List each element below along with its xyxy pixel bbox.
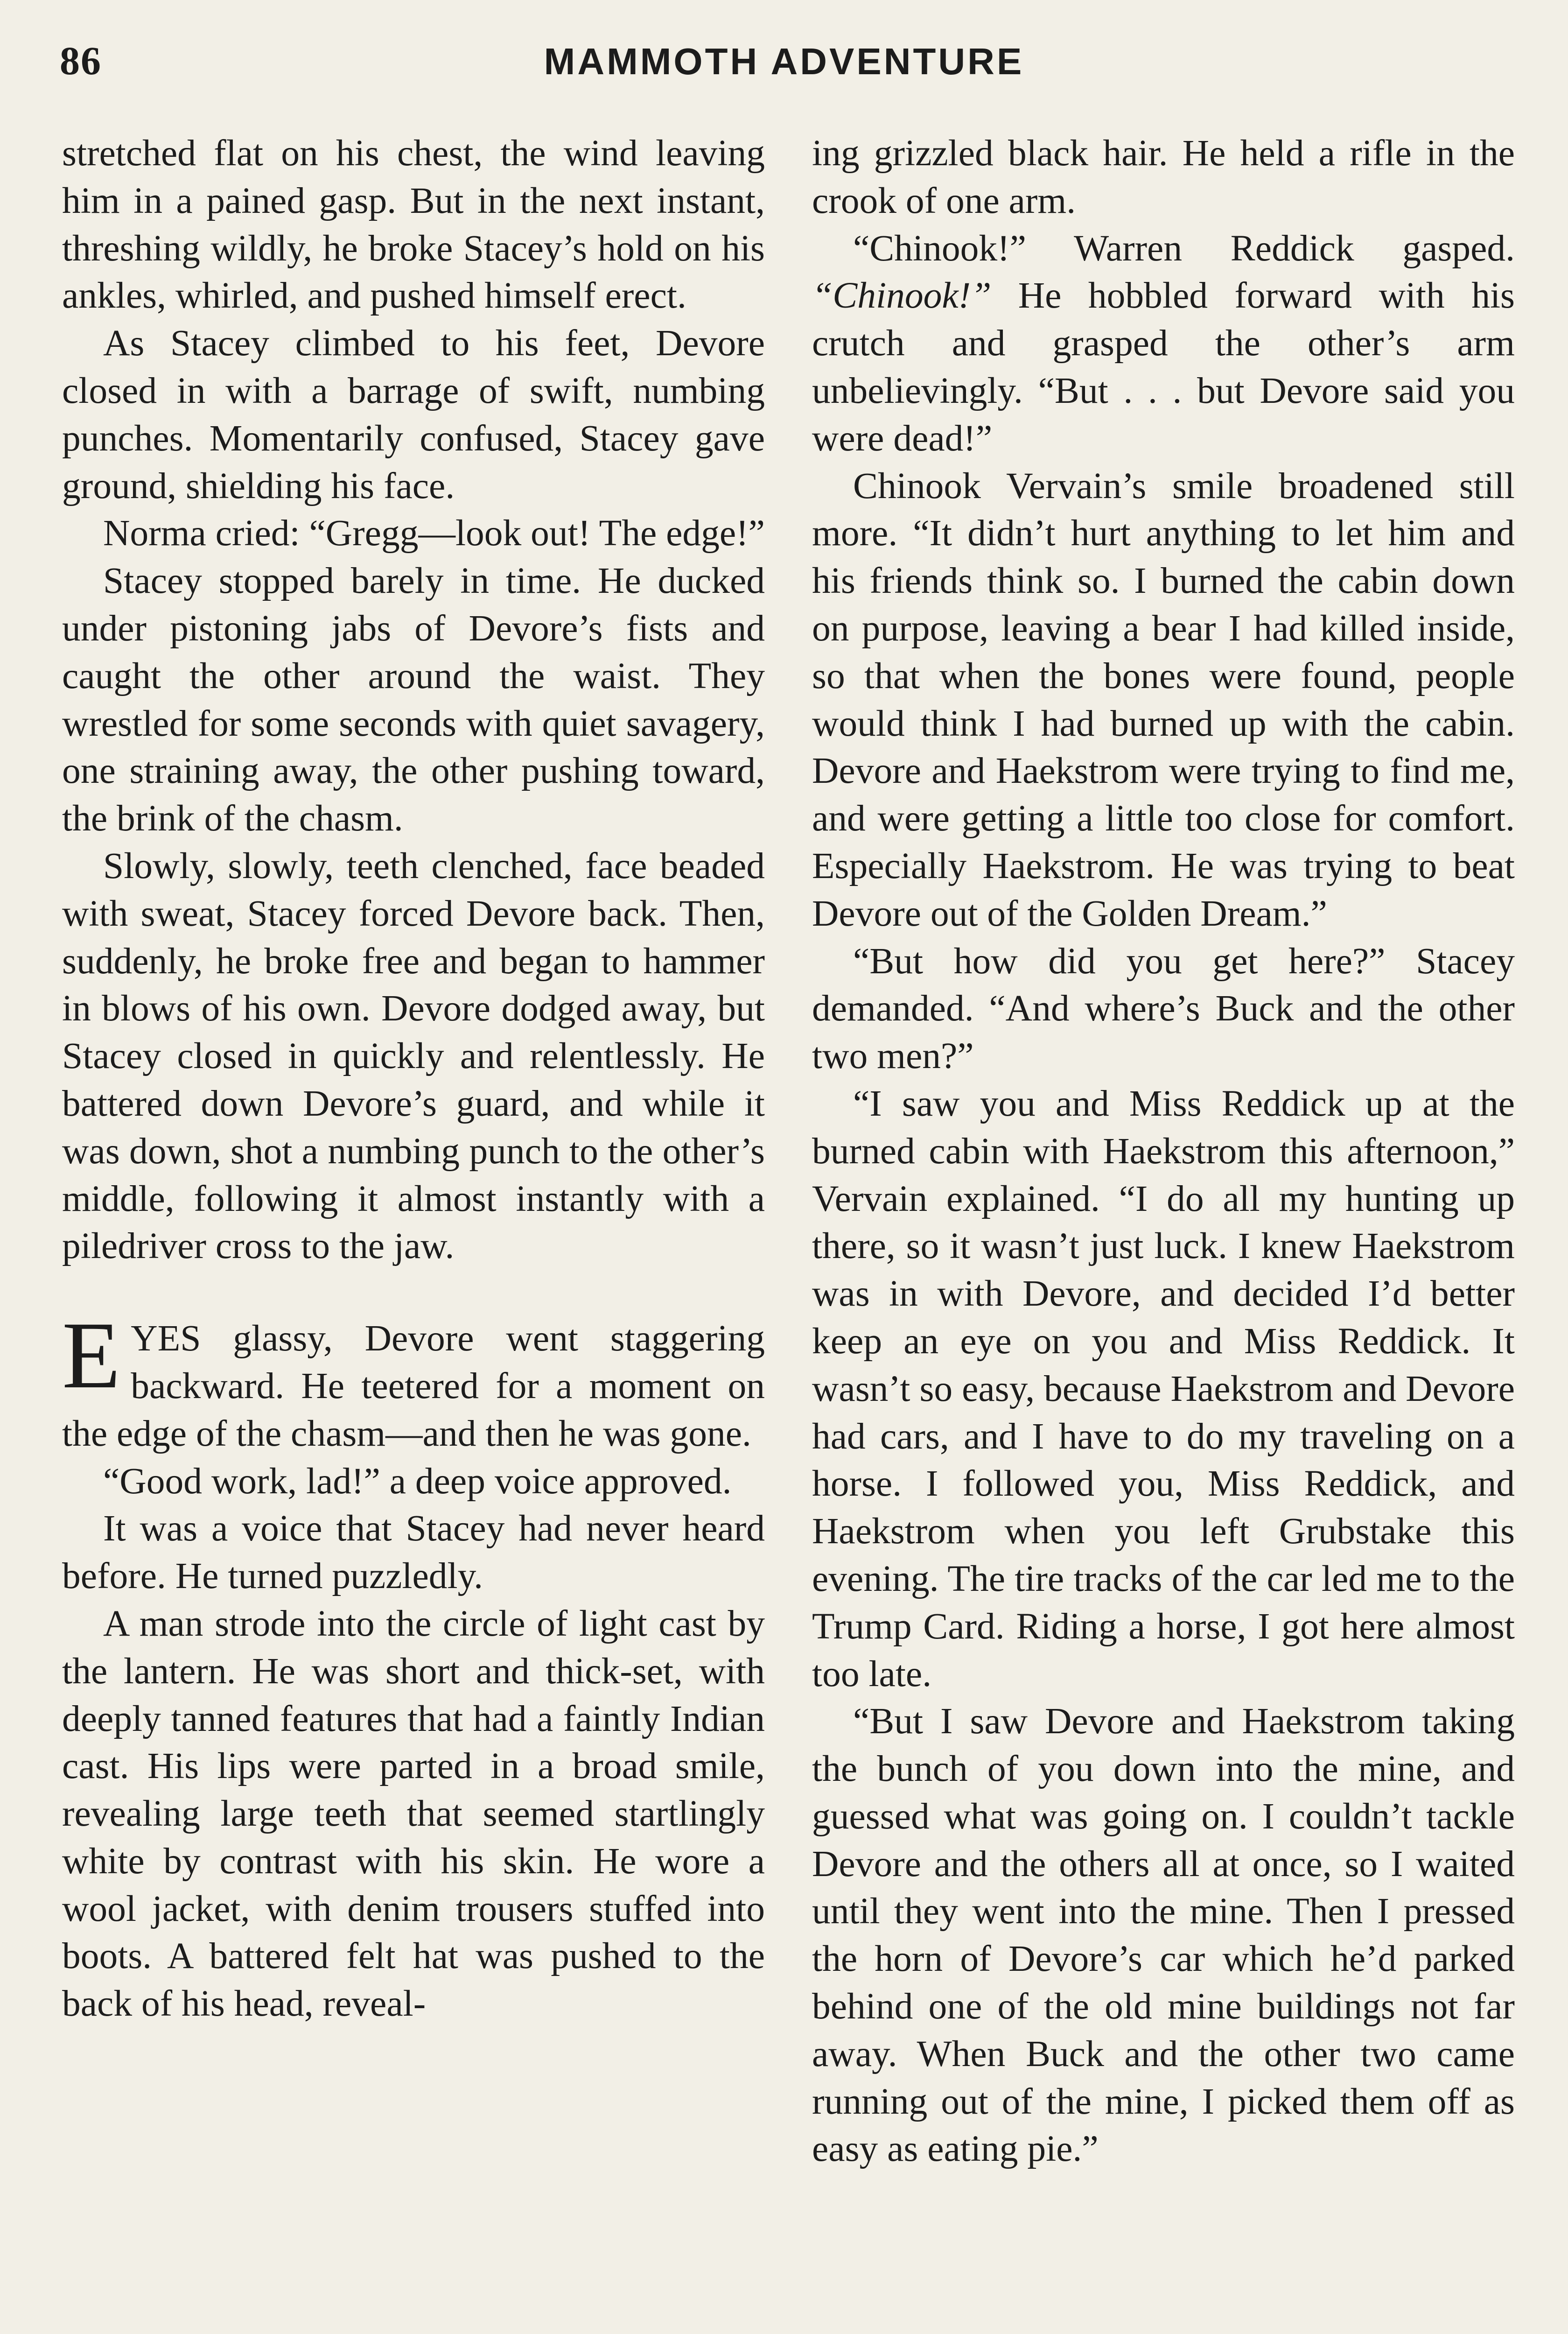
paragraph: Norma cried: “Gregg—look out! The edge!”	[103, 513, 765, 554]
paragraph: stretched flat on his chest, the wind leaving him in a pained gasp. But in the next instant, threshing wildly, he broke Stacey’s hold on his ankles, whirled, and pushed himself erect.	[62, 133, 765, 316]
paragraph: “But I saw Devore and Haekstrom taking the bunch of you down into the mine, and guessed what was going on. I couldn’t tackle Devore and the others all at once, so I waited until they went into the mine. Then I pressed the horn of Devore’s car which he’d parked behind one of the old mine buildings not far away. When Buck and the other two came running out of the mine, I picked them off as easy as eating pie.”	[812, 1701, 1515, 2170]
drop-cap: E	[62, 1302, 121, 1409]
emphasis-text: “Chinook!”	[812, 275, 992, 316]
paragraph: Chinook Vervain’s smile broadened still more. “It didn’t hurt anything to let him and his friends think so. I burned the cabin down on purpose, leaving a bear I had killed inside, so that when the bones were found, people would think I had burned up with the cabin. Devore and Haekstrom were trying to find me, and were getting a little too close for comfort. Especially Haekstrom. He was trying to beat Devore out of the Golden Dream.”	[812, 465, 1515, 934]
paragraph: It was a voice that Stacey had never heard before. He turned puzzledly.	[62, 1508, 765, 1597]
right-column	[812, 130, 1515, 2173]
paragraph: Slowly, slowly, teeth clenched, face beaded with sweat, Stacey forced Devore back. Then, suddenly, he broke free and began to hammer in blows of his own. Devore dodged away, but Stacey closed in quickly and relentlessly. He battered down Devore’s guard, and while it was down, shot a numbing punch to the other’s middle, following it almost instantly with a piledriver cross to the jaw.	[62, 845, 765, 1267]
paragraph-text: YES glassy, Devore went staggering backward. He teetered for a moment on the edge of the chasm—and then he was gone.	[62, 1318, 765, 1454]
page-number: 86	[60, 38, 102, 83]
paragraph: Stacey stopped barely in time. He ducked under pistoning jabs of Devore’s fists and caught the other around the waist. They wrestled for some seconds with quiet savagery, one straining away, the other pushing toward, the brink of the chasm.	[62, 560, 765, 839]
paragraph: A man strode into the circle of light cast by the lantern. He was short and thick-set, with deeply tanned features that had a faintly Indian cast. His lips were parted in a broad smile, revealing large teeth that seemed startlingly white by contrast with his skin. He wore a wool jacket, with denim trousers stuffed into boots. A battered felt hat was pushed to the back of his head, reveal-	[62, 1603, 765, 2025]
paragraph: As Stacey climbed to his feet, Devore closed in with a barrage of swift, numbing punches. Momentarily confused, Stacey gave ground, shielding his face.	[62, 323, 765, 506]
paragraph: “Good work, lad!” a deep voice approved.	[103, 1460, 732, 1502]
running-head: MAMMOTH ADVENTURE	[544, 41, 1024, 82]
section-opening-paragraph	[62, 1302, 765, 1457]
paragraph: ing grizzled black hair. He held a rifle in the crook of one arm.	[812, 133, 1515, 221]
paragraph	[812, 225, 1515, 463]
paragraph-text: He hobbled forward with his crutch and grasped the other’s arm unbelievingly. “But . . . but Devore said you were dead!”	[812, 275, 1515, 459]
paragraph: “But how did you get here?” Stacey demanded. “And where’s Buck and the other two men?”	[812, 940, 1515, 1077]
left-column	[62, 130, 765, 2028]
paragraph: “I saw you and Miss Reddick up at the burned cabin with Haekstrom this afternoon,” Vervain explained. “I do all my hunting up there, so it wasn’t just luck. I knew Haekstrom was in with Devore, and decided I’d better keep an eye on you and Miss Reddick. It wasn’t so easy, because Haekstrom and Devore had cars, and I have to do my traveling on a horse. I followed you, Miss Reddick, and Haekstrom when you left Grubstake this evening. The tire tracks of the car led me to the Trump Card. Riding a horse, I got here almost too late.	[812, 1083, 1515, 1694]
paragraph-text: “Chinook!” Warren Reddick gasped.	[853, 227, 1515, 269]
